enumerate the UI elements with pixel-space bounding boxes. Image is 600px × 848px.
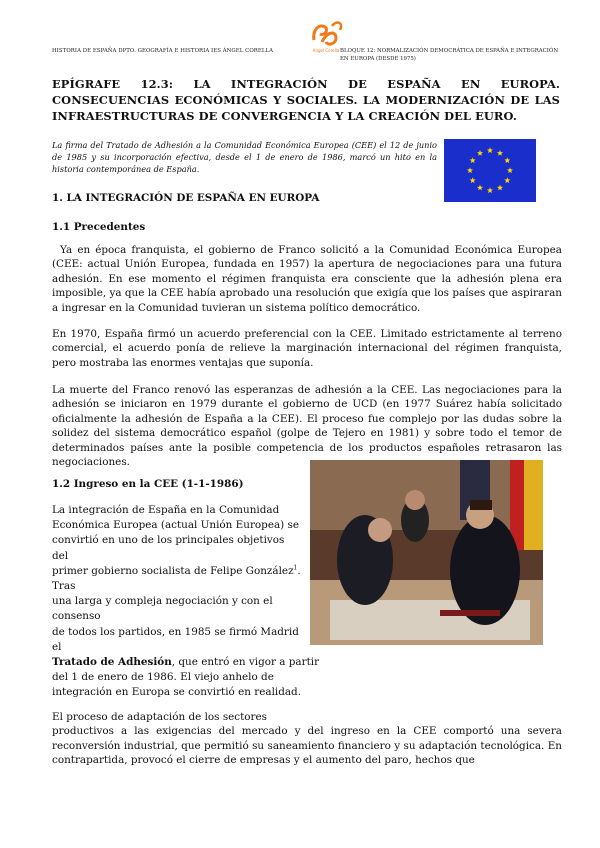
subsection-heading-precedentes: 1.1 Precedentes — [52, 221, 146, 233]
text-line: La integración de España en la Comunidad — [52, 504, 280, 516]
text-line: del — [52, 549, 69, 562]
paragraph-1: Ya en época franquista, el gobierno de Franco solicitó a la Comunidad Económica Europea (CEE: actual Unión Europea, fundada en 1957) la apertura de negociaciones para una futura adhesión. En ese momento el régimen franquista era consciente que la adhesión plena era imposible, ya que la CEE había aprobado una resolución que exigía que los países que aspiraran a ingresar en la Comunidad tuvieran un sistema político democrático. — [52, 244, 562, 314]
text-line: integración en Europa se convirtió en realidad. — [52, 686, 302, 699]
header-left-text: HISTORIA DE ESPAÑA DPTO. GEOGRAFÍA E HISTORIA IES ÁNGEL CORELLA — [52, 48, 274, 54]
epigrafe-heading: EPÍGRAFE 12.3: LA INTEGRACIÓN DE ESPAÑA EN EUROPA. CONSECUENCIAS ECONÓMICAS Y SOCIALES. LA MODERNIZACIÓN DE LAS INFRAESTRUCTURAS DE CONVERGENCIA Y LA CREACIÓN DEL EURO. — [52, 77, 560, 123]
text-line: una larga y compleja negociación y con el — [52, 595, 273, 608]
text-line: del 1 de enero de 1986. El viejo anhelo de — [52, 671, 274, 684]
eu-flag-image — [444, 139, 536, 202]
section-heading: 1. LA INTEGRACIÓN DE ESPAÑA EN EUROPA — [52, 192, 320, 204]
paragraph-4 — [52, 710, 562, 768]
text-line: convirtió en uno de los principales objetivos — [52, 534, 285, 547]
text-line: de todos los partidos, en 1985 se firmó Madrid — [52, 625, 299, 638]
text-line: el — [52, 640, 62, 653]
footnote-marker[interactable]: 1 — [293, 564, 298, 572]
ingreso-text-column — [52, 503, 320, 701]
text-line: Tratado de Adhesión, que entró en vigor a partir — [52, 656, 320, 669]
treaty-name: Tratado de Adhesión — [52, 656, 172, 669]
text-line: primer gobierno socialista de Felipe González$^1$. — [52, 564, 301, 577]
paragraph-3: La muerte del Franco renovó las esperanzas de adhesión a la CEE. Las negociaciones para la adhesión se iniciaron en 1979 durante el gobierno de UCD (en 1977 Suárez había solicitado oficialmente la adhesión de España a la CEE). El proceso fue complejo por las dudas sobre la solidez del sistema democrático español (golpe de Tejero en 1981) y sobre todo el temor de determinados países ante la posible competencia de los productos españoles retrasaron las negociaciones. — [52, 384, 562, 469]
logo-text: Angel Corella — [312, 48, 340, 53]
text-line: productivos a las exigencias del mercado y del ingreso en la CEE comportó una severa reconversión industrial, que permitió su saneamiento financiero y su adaptación tecnológica. En contrapartida, provocó el cierre de empresas y el aumento del paro, hechos que — [52, 725, 562, 767]
text-line: El proceso de adaptación de los sectores — [52, 711, 268, 723]
header-right-text: BLOQUE 12: NORMALIZACIÓN DEMOCRÁTICA DE ESPAÑA E INTEGRACIÓN EN EUROPA (DESDE 1975) — [340, 48, 559, 62]
text-line: Económica Europea (actual Unión Europea) se — [52, 519, 300, 532]
treaty-signing-photo — [310, 460, 543, 645]
paragraph-2: En 1970, España firmó un acuerdo preferencial con la CEE. Limitado estrictamente al terreno comercial, el acuerdo ponía de relieve la marginación internacional del régimen franquista, pero mostraba las enormes ventajas que suponía. — [52, 328, 562, 369]
text-line: consenso — [52, 610, 101, 623]
subsection-heading-ingreso: 1.2 Ingreso en la CEE (1-1-1986) — [52, 478, 244, 490]
text-line: Tras — [52, 580, 76, 593]
intro-text: La firma del Tratado de Adhesión a la Comunidad Económica Europea (CEE) el 12 de junio de 1985 y su incorporación efectiva, desde el 1 de enero de 1986, marcó un hito en la historia contemporánea de España. — [52, 140, 437, 174]
